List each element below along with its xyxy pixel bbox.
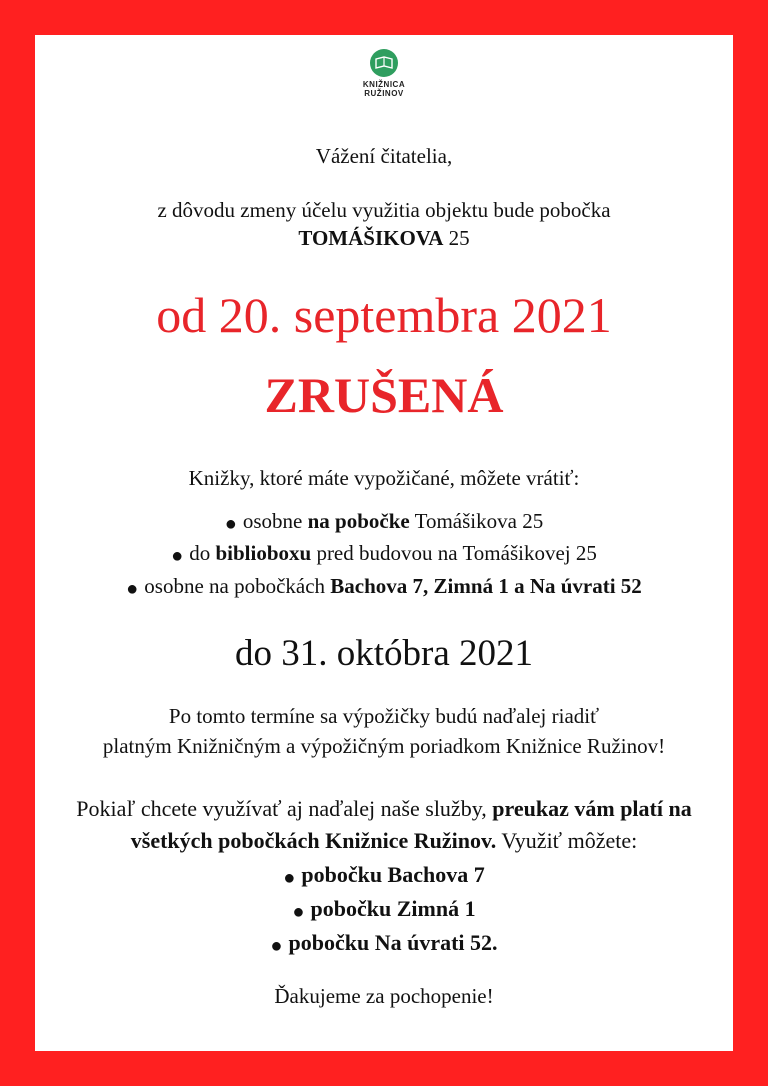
book-icon [370,49,398,77]
after-text-line-2: platným Knižničným a výpožičným poriadkom Knižnice Ružinov! [102,734,666,758]
headline-date: od 20. septembra 2021 [156,287,612,343]
return-option: ● osobne na pobočke Tomášikova 25 [224,509,544,535]
headline-status: ZRUŠENÁ [264,367,504,423]
thanks: Ďakujeme za pochopenie! [274,984,494,1008]
bullet-icon: ● [292,901,305,923]
logo-line-2: RUŽINOV [364,89,404,98]
branch-name: TOMÁŠIKOVA 25 [298,226,470,250]
bullet-icon: ● [126,578,139,600]
deadline: do 31. októbra 2021 [234,633,534,674]
bullet-icon: ● [224,513,237,535]
return-option: ● osobne na pobočkách Bachova 7, Zimná 1 a Na úvrati 52 [126,574,642,600]
branch-item: ● pobočku Na úvrati 52. [270,930,498,957]
notice-page [35,35,733,1051]
return-option: ● do biblioboxu pred budovou na Tomášikovej 25 [171,541,597,567]
services-line-2: všetkých pobočkách Knižnice Ružinov. Využiť môžete: [130,828,638,853]
branch-item: ● pobočku Bachova 7 [283,862,485,889]
greeting: Vážení čitatelia, [315,144,453,168]
branch-item: ● pobočku Zimná 1 [292,896,476,923]
services-line-1: Pokiaľ chcete využívať aj naďalej naše služby, preukaz vám platí na [76,796,692,821]
after-text-line-1: Po tomto termíne sa výpožičky budú naďalej riadiť [168,704,600,728]
logo-line-1: KNIŽNICA [362,80,406,89]
return-intro: Knižky, ktoré máte vypožičané, môžete vrátiť: [188,466,580,490]
bullet-icon: ● [171,545,184,567]
bullet-icon: ● [283,867,296,889]
library-logo [35,49,733,109]
bullet-icon: ● [270,935,283,957]
intro-text: z dôvodu zmeny účelu využitia objektu bude pobočka [157,198,611,222]
